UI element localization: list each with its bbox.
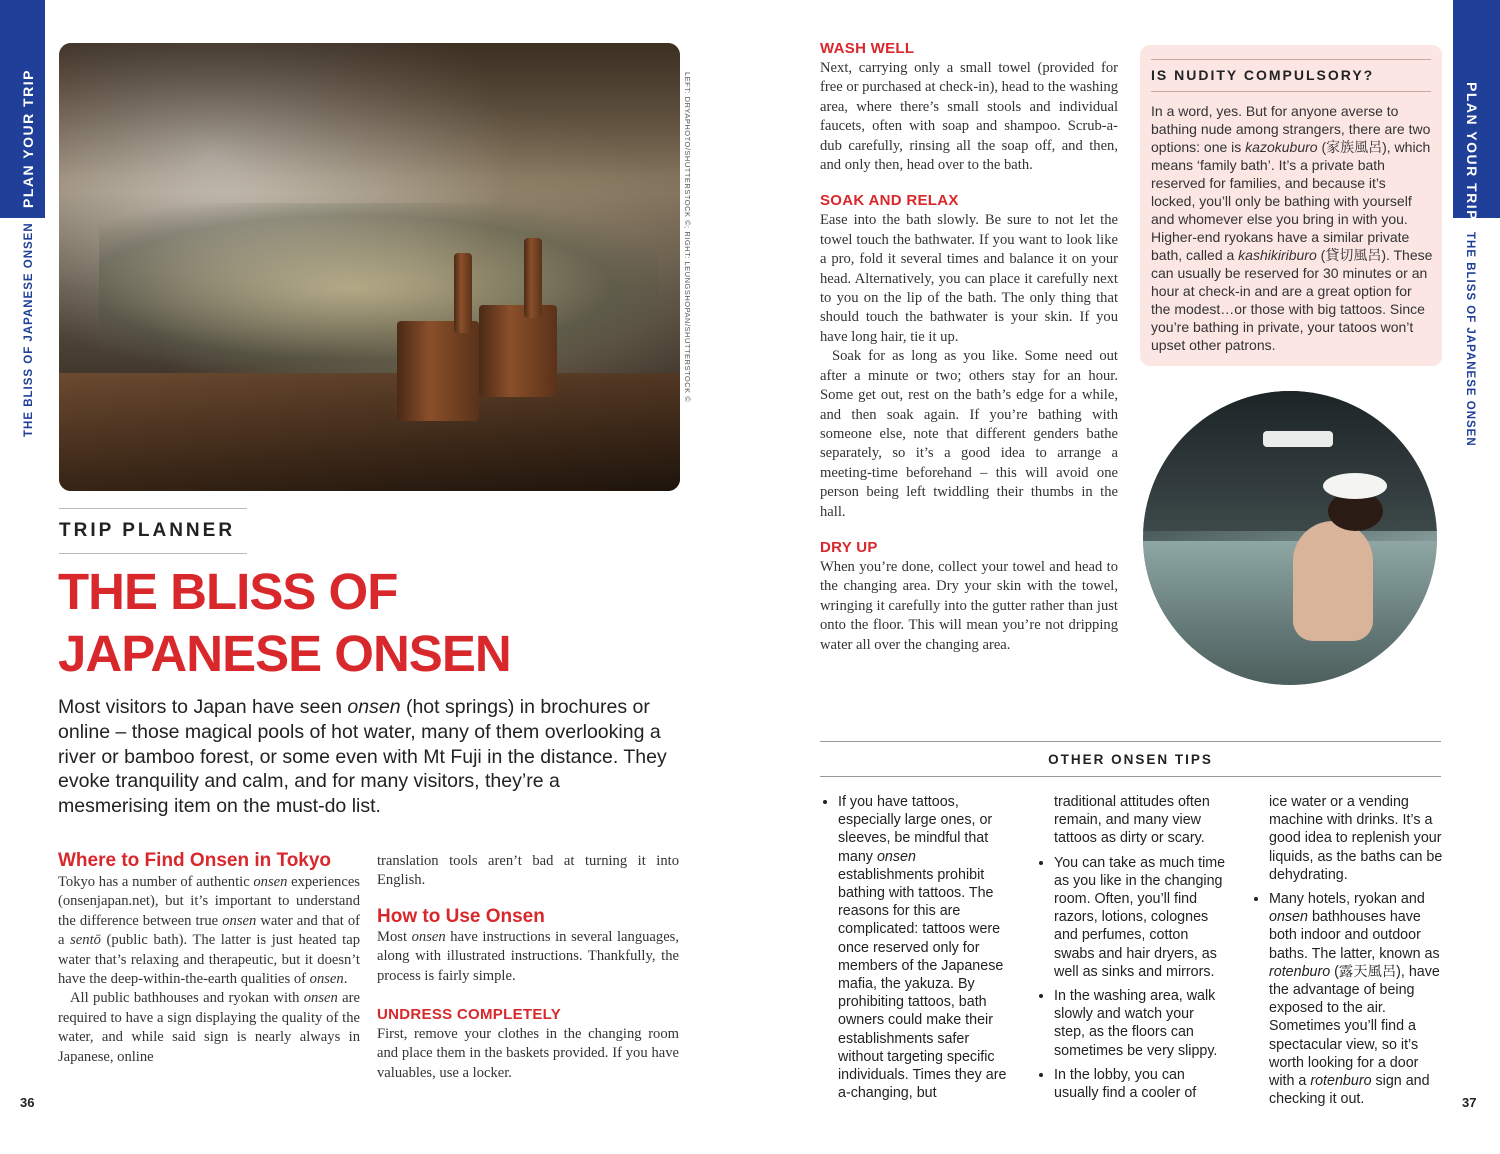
how-to-use-heading: How to Use Onsen (377, 905, 545, 927)
list-item: • If you have tattoos, especially large ones, or sleeves, be mindful that many onsen establishments prohibit bathing with tattoos. The reasons for this are complicated: tattoos were once reserved only for members of the Japanese mafia, the yakuza. By prohibiting tattoos, bath owners could make their establishments safer without targeting specific individuals. Times they are a-changing, but (838, 793, 1012, 1102)
soak-body-2: Soak for as long as you like. Some need out after a minute or two; others stay for an hour. Some get out, rest on the bath’s edge for a while, and then soak again. If you’re bathing with someone else, note that different genders bathe separately, so it’s a good idea to arrange a meeting-time beforehand – this will avoid one person being left twiddling their thumbs in the hall. (820, 348, 1118, 520)
left-column-1 (58, 850, 360, 1067)
list-item: • Many hotels, ryokan and onsen bathhouses have both indoor and outdoor baths. The latter, known as rotenburo (露天風呂), have the advantage of being exposed to the air. Sometimes you’ll find a spectacular view, so it’s worth looking for a door with a rotenburo sign and checking it out. (1269, 890, 1443, 1108)
where-to-find-heading: Where to Find Onsen in Tokyo (58, 850, 332, 871)
soak-heading: SOAK AND RELAX (820, 192, 959, 210)
wash-well-body: Next, carrying only a small towel (provided for free or purchased at check-in), head to the washing area, where there’s small stools and individual faucets, often with soap and shampoo. Scrub-a-dub carefully, rinsing all the soap off, and then, and only then, head over to the bath. (820, 60, 1118, 174)
left-chapter-label: THE BLISS OF JAPANESE ONSEN (23, 222, 35, 437)
left-section-tab-label: PLAN YOUR TRIP (20, 69, 36, 208)
woman-bathing-photo (1143, 391, 1437, 685)
how-to-use-body: Most onsen have instructions in several languages, along with illustrated instructions. Thankfully, the process is fairly simple. (377, 928, 679, 984)
tips-column-1 (820, 793, 1012, 1108)
page-title-line1: THE BLISS OF (58, 563, 398, 620)
page-title-line2: JAPANESE ONSEN (58, 625, 511, 682)
page-number-right: 37 (1462, 1095, 1477, 1110)
page-number-left: 36 (20, 1095, 35, 1110)
wooden-bucket-left (397, 321, 479, 421)
tips-column-2 (1036, 793, 1228, 1108)
onsen-bath-photo (59, 43, 680, 491)
undress-heading: UNDRESS COMPLETELY (377, 1006, 562, 1024)
tip-1-continued: traditional attitudes often remain, and many view tattoos as dirty or scary. (1054, 794, 1210, 847)
tip-4-continued: ice water or a vending machine with drinks. It’s a good idea to replenish your liquids, as the baths can be dehydrating. (1269, 794, 1443, 883)
trip-planner-kicker: TRIP PLANNER (59, 520, 236, 541)
undress-body: First, remove your clothes in the changing room and place them in the baskets provided. If you have valuables, use a locker. (377, 1026, 679, 1081)
sidebar-title: IS NUDITY COMPULSORY? (1151, 67, 1375, 83)
soak-body-1: Ease into the bath slowly. Be sure to not let the towel touch the bathwater. If you want to look like a pro, fold it several times and balance it on your head. Alternatively, you can place it carefully next to you on the lip of the bath. The only thing that should touch the bathwater is your skin. If you have long hair, tie it up. (820, 212, 1118, 345)
dry-up-heading: DRY UP (820, 538, 878, 556)
right-main-column (820, 40, 1118, 655)
tips-column-3 (1251, 793, 1443, 1114)
list-item: • In the washing area, walk slowly and watch your step, as the floors can sometimes be very slippy. (1054, 987, 1228, 1060)
photo-credit: LEFT: DRYAPHOTO/SHUTTERSTOCK ©; RIGHT: LEUNGSHOPAN/SHUTTERSTOCK © (683, 72, 692, 403)
nudity-sidebar (1140, 45, 1442, 366)
where-to-find-body: Tokyo has a number of authentic onsen experiences (onsenjapan.net), but it’s important to understand the difference between true onsen water and that of a sentō (public bath). The latter is just heated tap water that’s relaxing and therapeutic, but it doesn’t have the deep-within-the-earth qualities of onsen. (58, 874, 360, 988)
sidebar-body: In a word, yes. But for anyone averse to bathing nude among strangers, there are two options: one is kazokuburo (家族風呂), which means ‘family bath’. It’s a private bath reserved for families, and because it’s locked, you’ll only be bathing with yourself and whomever else you bring in with you. Higher-end ryokans have a similar private bath, called a kashikiriburo (貸切風呂). These can usually be reserved for 30 minutes or an hour at check-in and are a great option for the modest…or those with big tattoos. Since you’re bathing in private, your tatoos won’t upset other patrons. (1151, 103, 1433, 353)
list-item: • You can take as much time as you like in the changing room. Often, you’ll find razors, lotions, colognes and perfumes, cotton swabs and hair dryers, as well as sinks and mirrors. (1054, 854, 1228, 981)
right-section-tab-label: PLAN YOUR TRIP (1464, 82, 1480, 221)
dry-up-body: When you’re done, collect your towel and head to the changing area. Dry your skin with the towel, wringing it carefully into the gutter rather than just onto the floor. This will mean you’re not dripping water all over the changing area. (820, 558, 1118, 653)
list-item: • In the lobby, you can usually find a cooler of (1054, 1066, 1228, 1102)
translation-tools-text: translation tools aren’t bad at turning it into English. (377, 853, 679, 889)
where-to-find-body-2: All public bathhouses and ryokan with onsen are required to have a sign displaying the quality of the water, and while said sign is nearly always in Japanese, online (58, 990, 360, 1065)
wooden-bucket-right (479, 305, 557, 397)
page-title (58, 561, 698, 685)
right-chapter-label: THE BLISS OF JAPANESE ONSEN (1464, 232, 1476, 447)
other-tips-title: OTHER ONSEN TIPS (1048, 752, 1213, 767)
intro-paragraph: Most visitors to Japan have seen onsen (hot springs) in brochures or online – those magical pools of hot water, many of them overlooking a river or bamboo forest, or some even with Mt Fuji in the distance. They evoke tranquility and calm, and for many visitors, they’re a mesmerising item on the must-do list. (58, 696, 667, 818)
left-column-2 (377, 852, 679, 1083)
wash-well-heading: WASH WELL (820, 40, 915, 57)
